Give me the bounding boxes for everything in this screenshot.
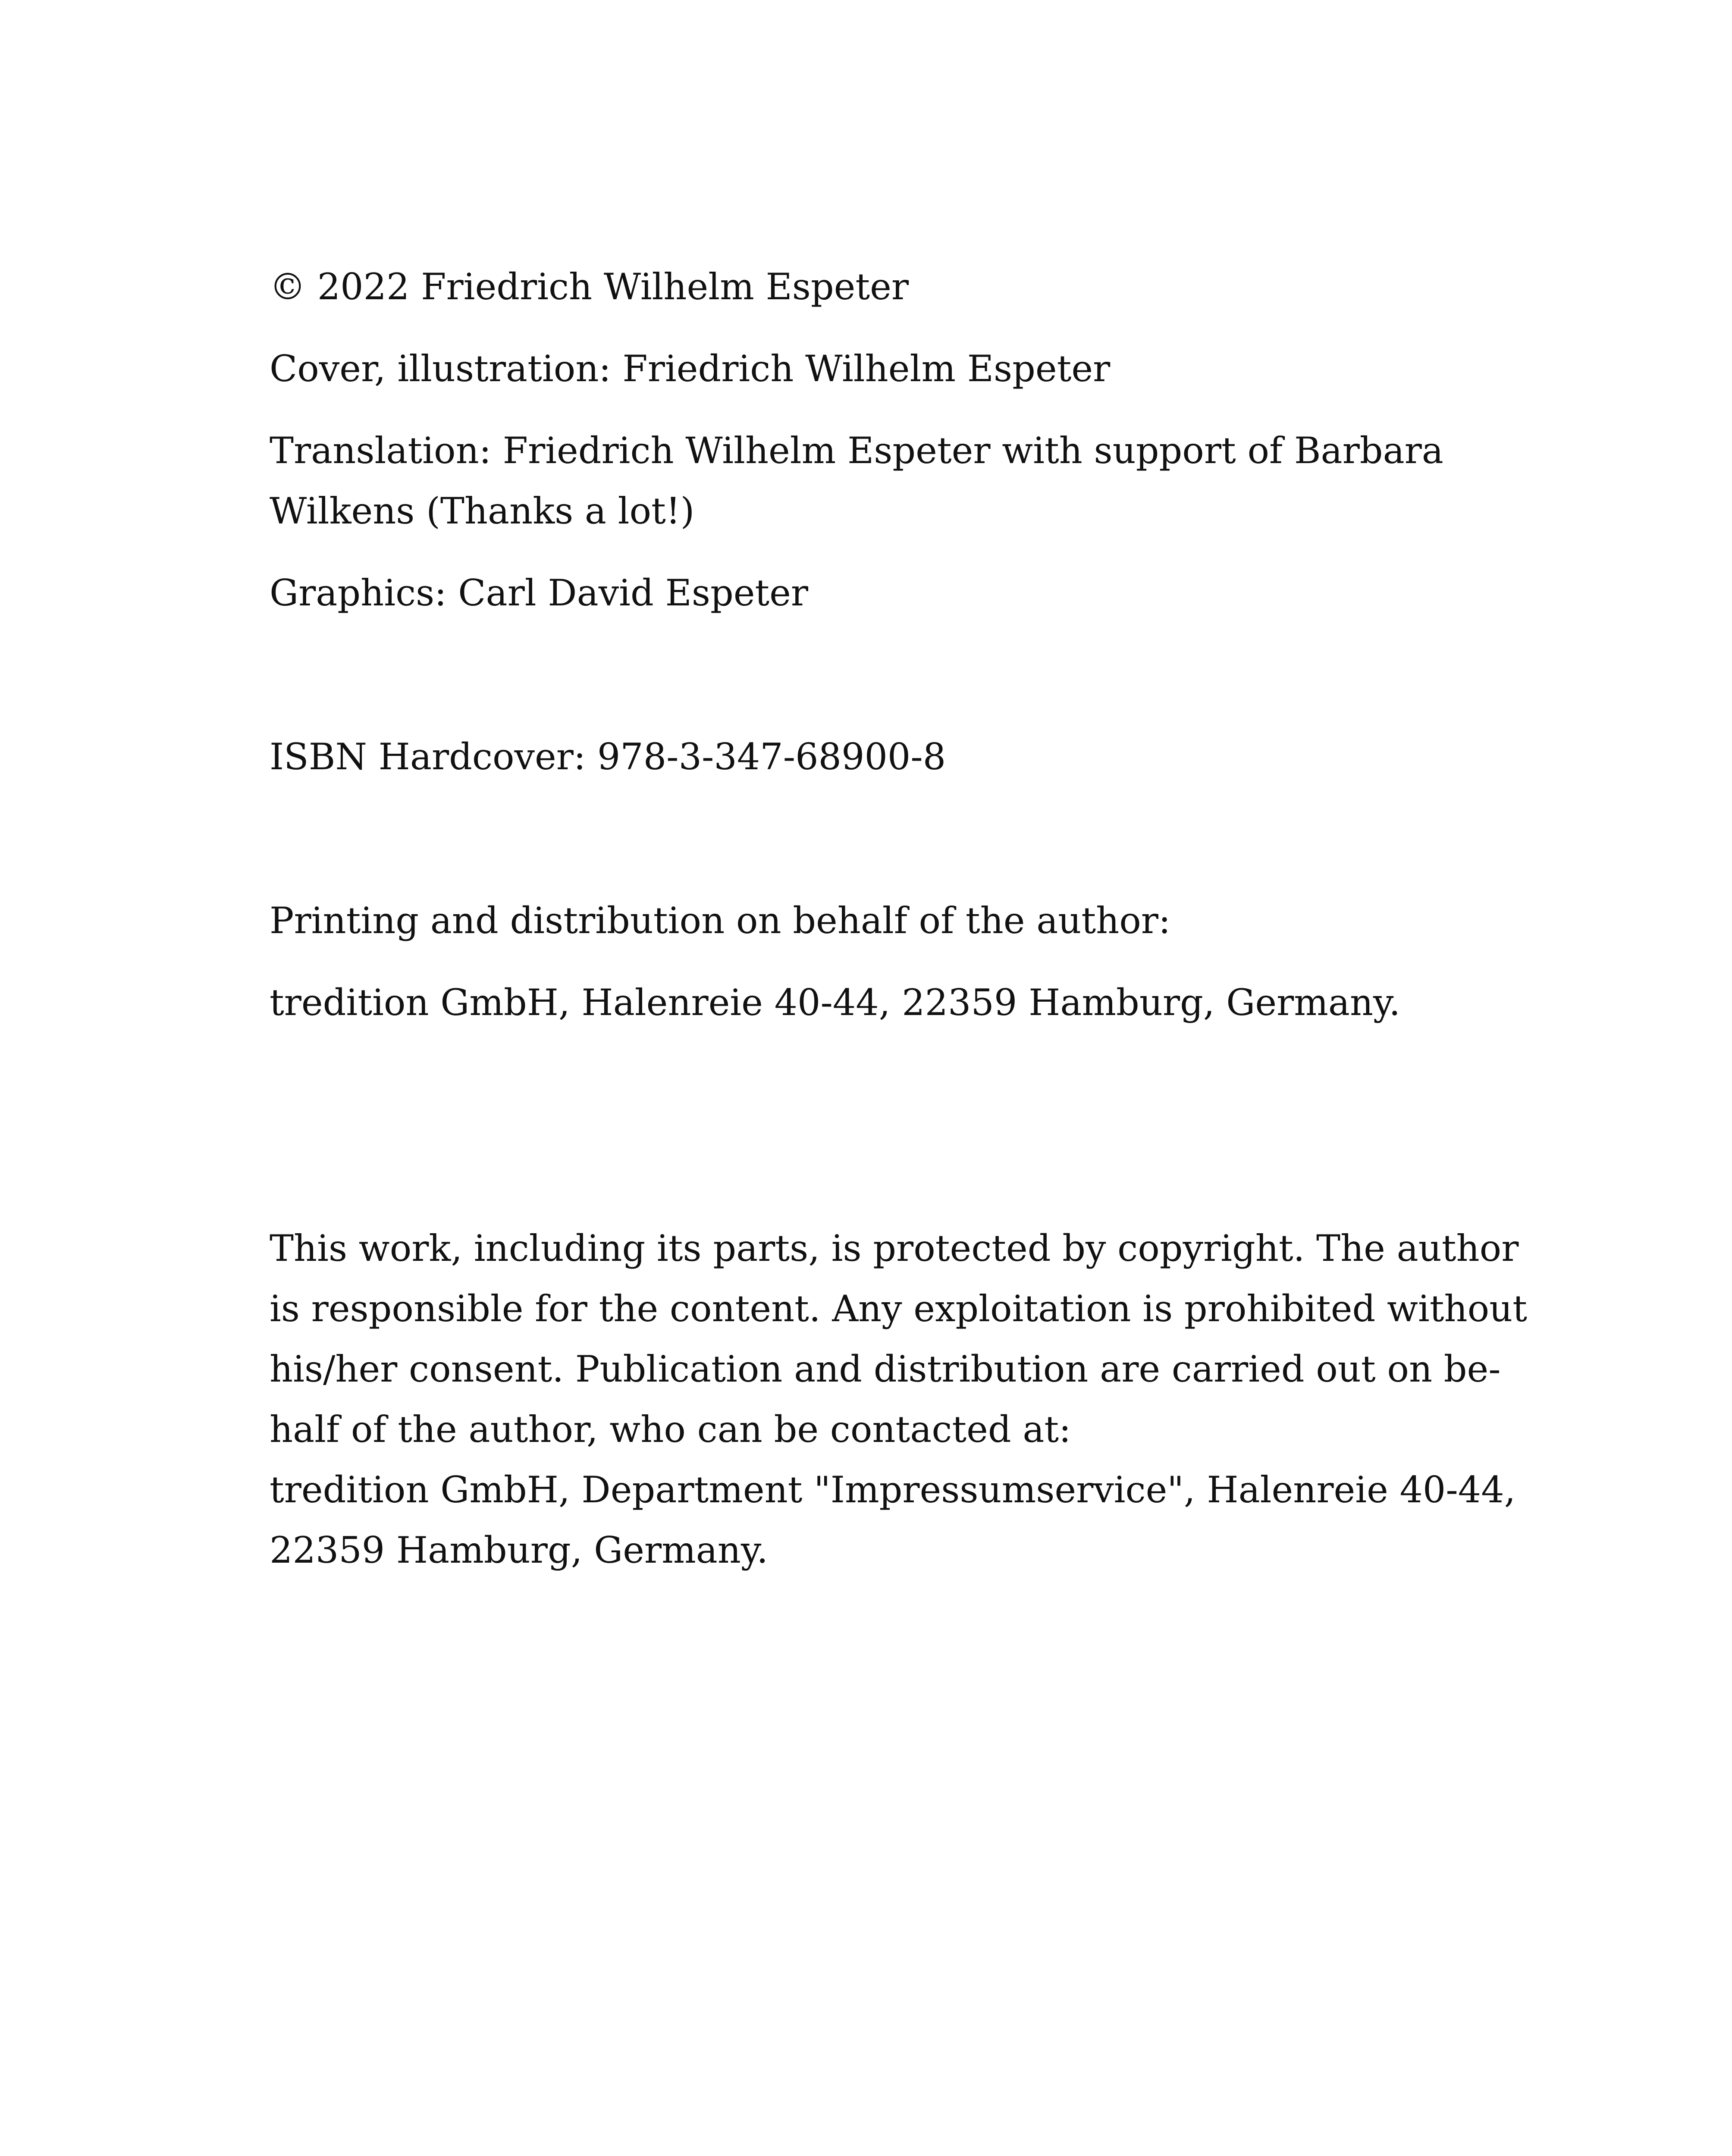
copyright-notice-line: This work, including its parts, is protected by copyright. The author (270, 1227, 1519, 1269)
copyright-notice-line: his/her consent. Publication and distribution are carried out on be- (270, 1348, 1501, 1390)
translation-credit-line-1: Translation: Friedrich Wilhelm Espeter with support of Barbara (270, 429, 1443, 472)
contact-address-line: tredition GmbH, Department "Impressumservice", Halenreie 40-44, (270, 1469, 1516, 1511)
cover-illustration-credit: Cover, illustration: Friedrich Wilhelm Espeter (270, 348, 1111, 390)
copyright-notice-line: half of the author, who can be contacted at: (270, 1408, 1071, 1451)
contact-address-line: 22359 Hamburg, Germany. (270, 1529, 768, 1571)
copyright-line: © 2022 Friedrich Wilhelm Espeter (270, 266, 909, 308)
printing-address: tredition GmbH, Halenreie 40-44, 22359 Hamburg, Germany. (270, 981, 1401, 1024)
isbn-line: ISBN Hardcover: 978-3-347-68900-8 (270, 736, 946, 778)
graphics-credit: Graphics: Carl David Espeter (270, 572, 809, 614)
printing-heading: Printing and distribution on behalf of the author: (270, 899, 1171, 942)
translation-credit-line-2: Wilkens (Thanks a lot!) (270, 490, 695, 532)
copyright-notice-line: is responsible for the content. Any exploitation is prohibited without (270, 1288, 1528, 1330)
